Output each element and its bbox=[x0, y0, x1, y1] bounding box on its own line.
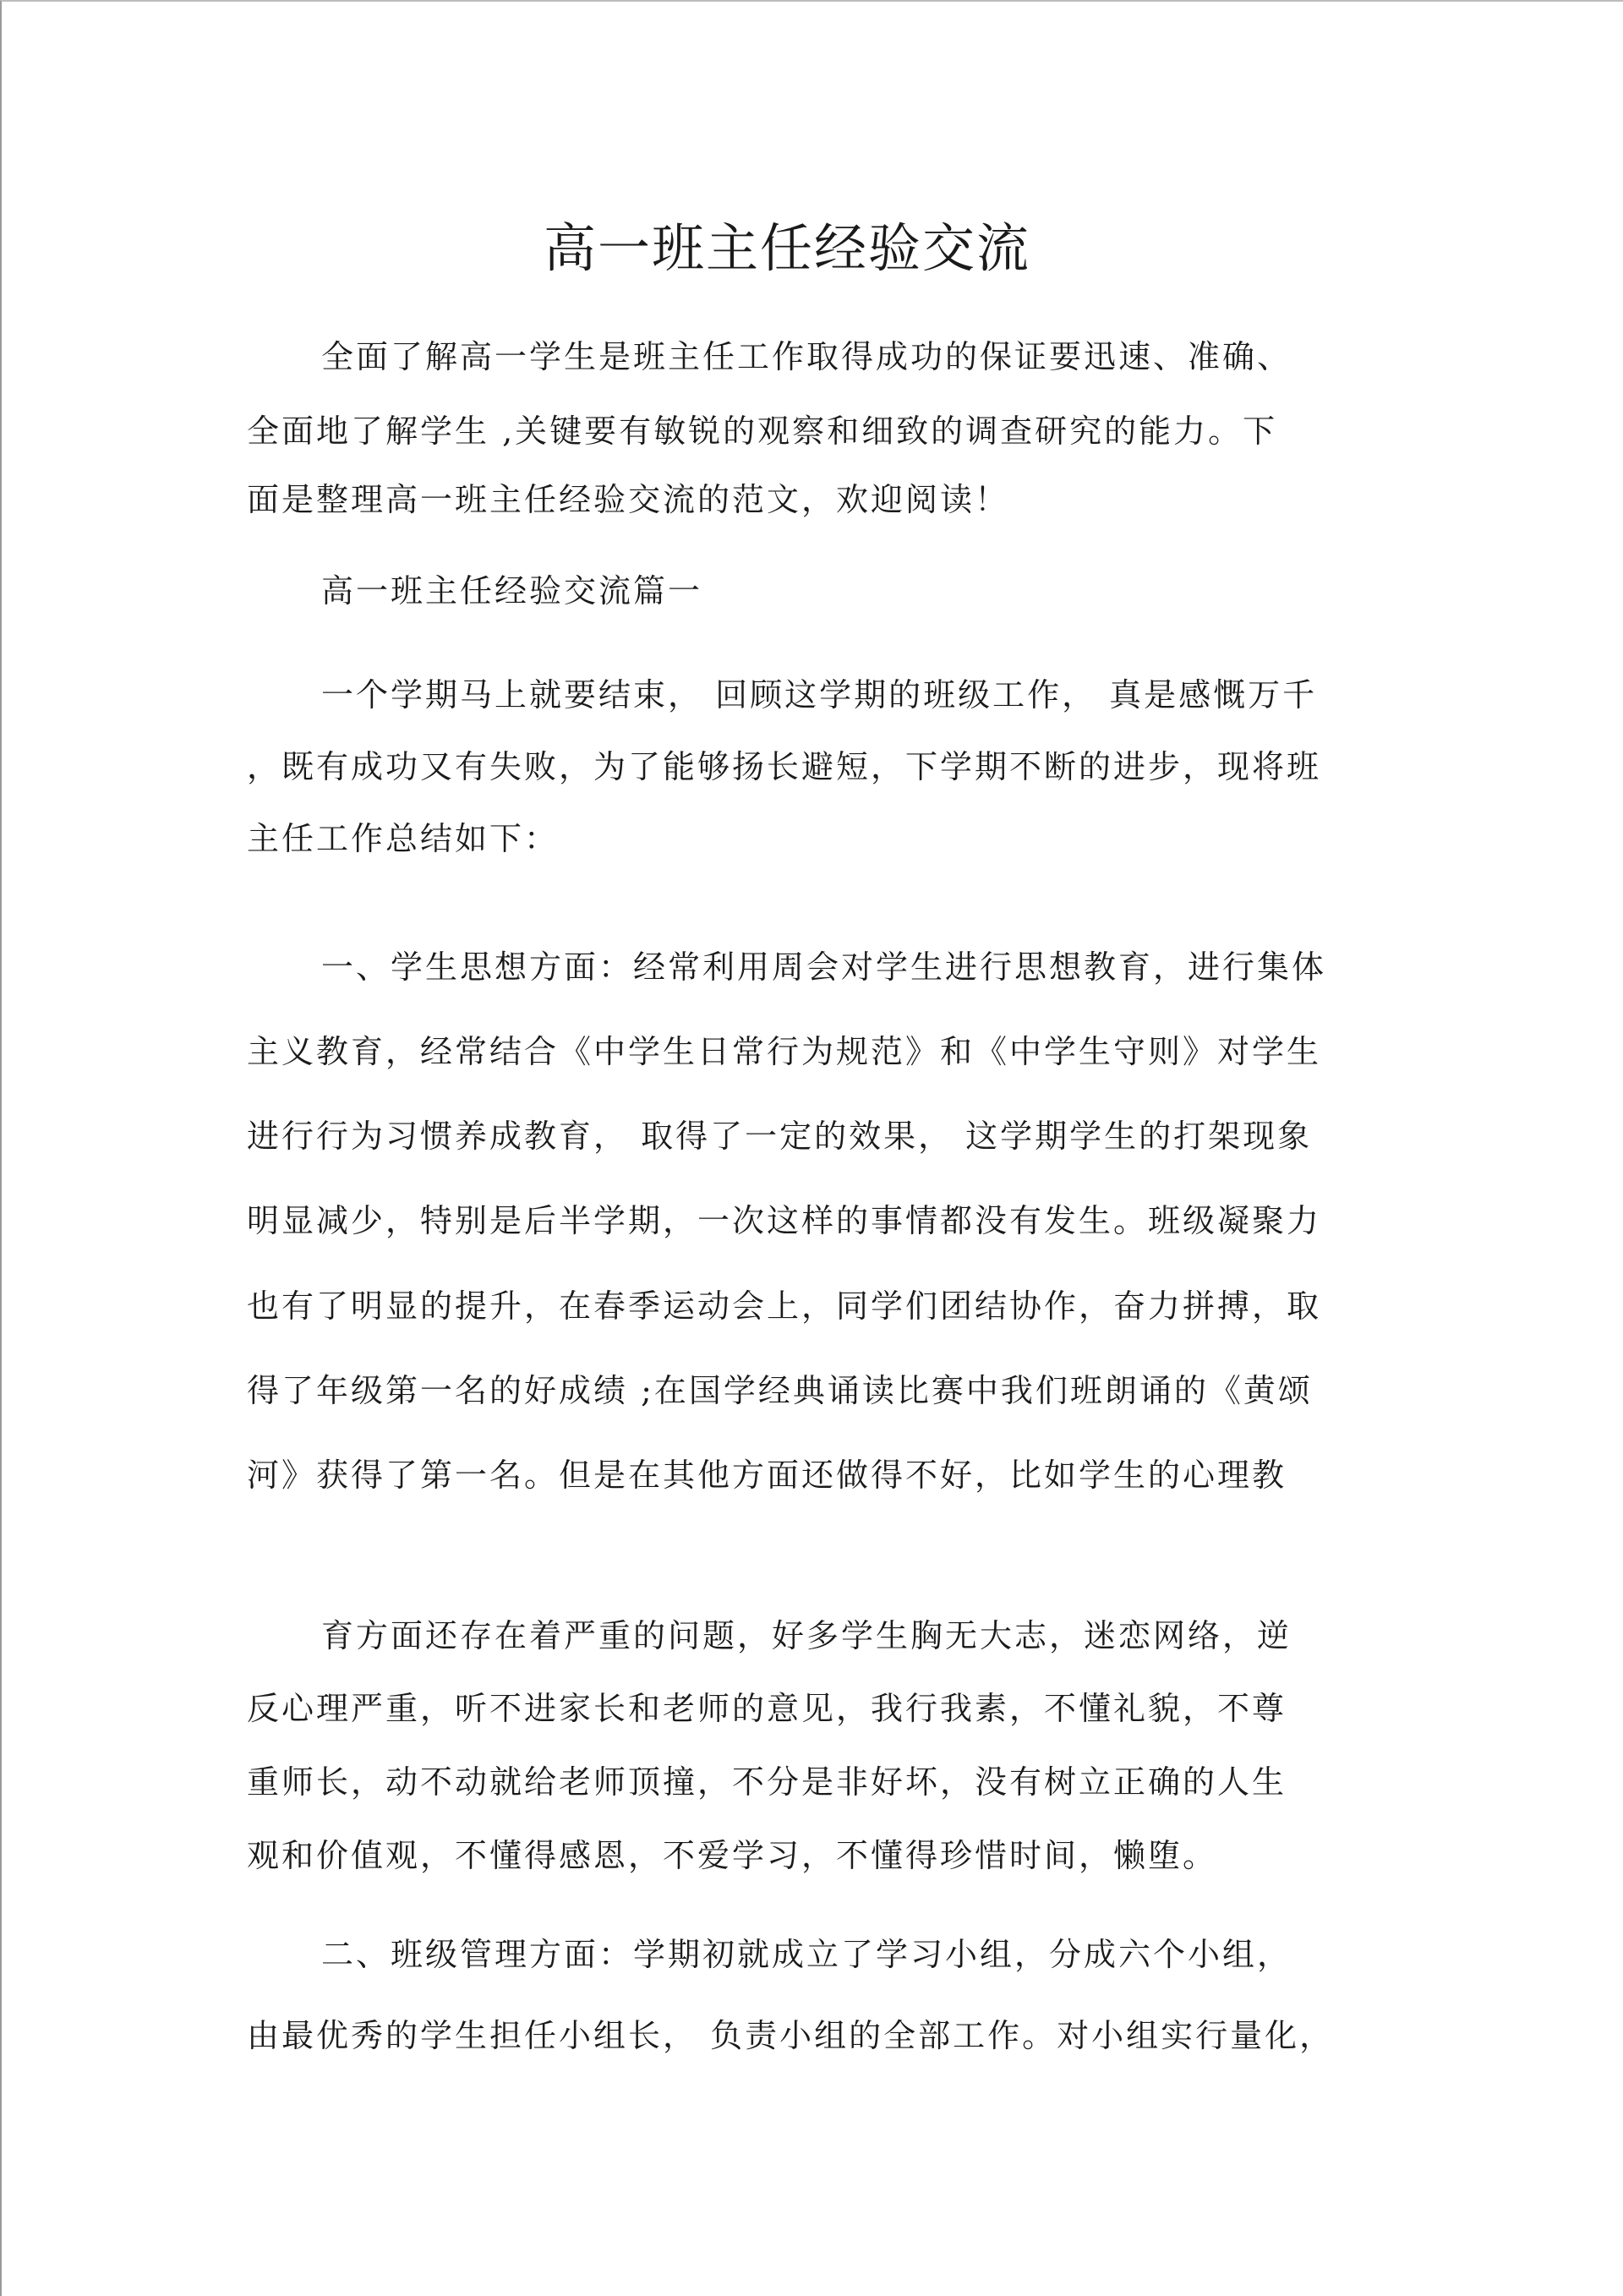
paragraph-4-line-2: 反心理严重，听不进家长和老师的意见，我行我素，不懂礼貌，不尊 bbox=[247, 1690, 1287, 1727]
paragraph-4-line-1: 育方面还存在着严重的问题，好多学生胸无大志，迷恋网络，逆 bbox=[321, 1617, 1292, 1654]
paragraph-3-line-2: 主义教育，经常结合《中学生日常行为规范》和《中学生守则》对学生 bbox=[247, 1033, 1322, 1070]
paragraph-3-line-1: 一、学生思想方面：经常利用周会对学生进行思想教育，进行集体 bbox=[321, 948, 1327, 986]
paragraph-2-line-2: ，既有成功又有失败，为了能够扬长避短，下学期不断的进步，现将班 bbox=[247, 748, 1322, 785]
paragraph-3-line-5: 也有了明显的提升，在春季运动会上，同学们团结协作，奋力拼搏，取 bbox=[247, 1287, 1322, 1325]
section-heading: 高一班主任经验交流篇一 bbox=[321, 572, 703, 610]
paragraph-2-line-1: 一个学期马上就要结束， 回顾这学期的班级工作， 真是感慨万千 bbox=[321, 676, 1318, 713]
paragraph-4-line-4: 观和价值观，不懂得感恩，不爱学习，不懂得珍惜时间，懒堕。 bbox=[247, 1837, 1218, 1874]
paragraph-3-line-7: 河》获得了第一名。但是在其他方面还做得不好，比如学生的心理教 bbox=[247, 1457, 1287, 1494]
paragraph-5-line-2: 由最优秀的学生担任小组长， 负责小组的全部工作。对小组实行量化， bbox=[247, 2017, 1335, 2054]
document-title: 高一班主任经验交流 bbox=[543, 217, 1030, 279]
paragraph-2-line-3: 主任工作总结如下： bbox=[247, 820, 560, 857]
paragraph-4-line-3: 重师长，动不动就给老师顶撞，不分是非好坏，没有树立正确的人生 bbox=[247, 1763, 1287, 1801]
paragraph-3-line-4: 明显减少，特别是后半学期，一次这样的事情都没有发生。班级凝聚力 bbox=[247, 1202, 1322, 1239]
paragraph-1-line-2: 全面地了解学生 ,关键要有敏锐的观察和细致的调查研究的能力。下 bbox=[247, 413, 1278, 450]
paragraph-5-line-1: 二、班级管理方面：学期初就成立了学习小组，分成六个小组， bbox=[321, 1936, 1292, 1973]
paragraph-3-line-3: 进行行为习惯养成教育， 取得了一定的效果， 这学期学生的打架现象 bbox=[247, 1118, 1313, 1155]
paragraph-1-line-3: 面是整理高一班主任经验交流的范文，欢迎阅读！ bbox=[247, 481, 1010, 518]
paragraph-3-line-6: 得了年级第一名的好成绩 ;在国学经典诵读比赛中我们班朗诵的《黄颂 bbox=[247, 1372, 1313, 1409]
paragraph-1-line-1: 全面了解高一学生是班主任工作取得成功的保证要迅速、准确、 bbox=[321, 338, 1292, 375]
